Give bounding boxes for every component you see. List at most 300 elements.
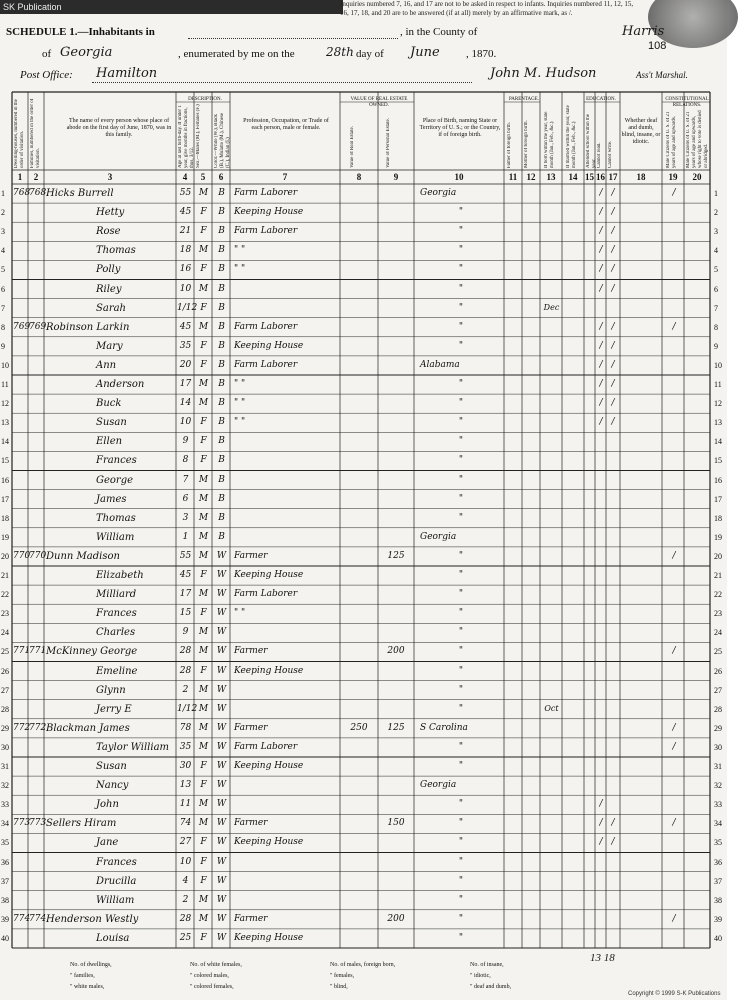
line-number-right: 10 xyxy=(714,360,722,370)
cannot-read-mark: / xyxy=(599,264,603,275)
person-age: 7 xyxy=(182,474,189,485)
person-color: W xyxy=(216,780,227,791)
person-sex: F xyxy=(200,932,207,943)
person-occupation: Farm Laborer xyxy=(234,188,298,198)
person-age: 35 xyxy=(179,340,192,351)
person-sex: M xyxy=(198,474,209,485)
line-number-right: 32 xyxy=(714,781,722,791)
personal-estate-value: 200 xyxy=(387,913,405,924)
person-color: B xyxy=(218,379,225,389)
real-estate-value: 250 xyxy=(350,722,368,733)
person-color: W xyxy=(216,550,227,561)
col-head-vote-denied: Male Citizens of U. S. of 21 years of age and upwards, whose right to vote is denied or abridged. xyxy=(686,110,709,168)
person-name: Frances xyxy=(96,455,137,467)
county-value: Harris xyxy=(622,24,665,39)
person-name: Taylor William xyxy=(96,741,170,753)
person-sex: F xyxy=(200,359,207,370)
col-head-family: Families, numbered in the order of visitation. xyxy=(30,98,41,168)
birthplace: " xyxy=(458,856,464,867)
person-sex: F xyxy=(200,340,207,351)
column-number: 4 xyxy=(182,172,188,182)
column-number: 17 xyxy=(608,172,618,182)
person-color: B xyxy=(218,512,225,523)
person-color: B xyxy=(218,245,225,256)
person-sex: M xyxy=(198,799,209,810)
person-sex: F xyxy=(200,875,207,886)
person-color: B xyxy=(218,340,225,351)
column-number: 13 xyxy=(546,172,556,182)
person-occupation: Keeping House xyxy=(234,837,304,848)
cannot-write-mark: / xyxy=(611,379,615,389)
birthplace: " xyxy=(458,379,464,389)
cannot-write-mark: / xyxy=(611,188,615,198)
person-sex: F xyxy=(200,302,207,313)
line-number-left: 20 xyxy=(1,551,9,561)
column-number: 9 xyxy=(393,172,399,182)
person-color: W xyxy=(216,741,227,752)
person-age: 10 xyxy=(179,417,192,428)
person-name: Hicks Burrell xyxy=(46,188,114,199)
birthplace: " xyxy=(458,741,464,752)
birthplace: " xyxy=(458,589,464,600)
person-age: 27 xyxy=(179,837,192,848)
person-name: Drucilla xyxy=(96,875,137,887)
person-age: 35 xyxy=(179,741,192,752)
month-value: June xyxy=(410,45,440,60)
person-color: W xyxy=(216,761,227,771)
line-number-left: 26 xyxy=(1,666,9,676)
person-color: W xyxy=(216,875,227,886)
person-age: 17 xyxy=(179,379,192,389)
column-number: 6 xyxy=(218,172,224,182)
person-name: Elizabeth xyxy=(96,570,144,581)
birthplace: " xyxy=(458,761,464,771)
line-number-right: 15 xyxy=(714,456,722,466)
citizen-mark: / xyxy=(672,913,676,924)
person-name: Dunn Madison xyxy=(46,550,120,562)
line-number-left: 34 xyxy=(1,819,9,829)
person-name: Charles xyxy=(96,627,136,639)
person-color: W xyxy=(216,703,227,714)
person-name: Mary xyxy=(96,340,123,352)
birthplace: " xyxy=(458,340,464,351)
person-age: 3 xyxy=(182,512,189,523)
person-color: B xyxy=(218,417,225,428)
cannot-read-mark: / xyxy=(599,818,603,829)
line-number-right: 39 xyxy=(714,914,722,924)
line-number-right: 13 xyxy=(714,418,722,428)
person-occupation: Farmer xyxy=(234,550,268,561)
person-age: 21 xyxy=(179,226,192,237)
person-name: Sellers Hiram xyxy=(46,818,117,830)
day-value: 28th xyxy=(326,45,354,59)
line-number-right: 38 xyxy=(714,895,722,905)
person-color: W xyxy=(216,818,227,829)
col-head-father-foreign: Father of foreign birth. xyxy=(507,122,512,168)
line-number-left: 10 xyxy=(1,360,9,370)
footer-foreign-females: " females, xyxy=(330,973,355,979)
line-number-right: 19 xyxy=(714,532,722,542)
birthplace: " xyxy=(458,932,464,943)
cannot-read-mark: / xyxy=(599,340,603,351)
line-number-right: 21 xyxy=(714,571,722,580)
person-name: Buck xyxy=(96,398,122,410)
birthplace: " xyxy=(458,245,464,256)
person-sex: F xyxy=(200,264,207,275)
line-number-left: 15 xyxy=(1,456,9,466)
person-color: W xyxy=(216,684,227,695)
col-head-sex: Sex.—Males (M.), Females (F.) xyxy=(196,104,201,168)
person-name: Robinson Larkin xyxy=(46,321,130,333)
person-occupation: Farm Laborer xyxy=(234,589,298,600)
person-sex: M xyxy=(198,493,209,504)
citizen-mark: / xyxy=(672,321,676,332)
person-occupation: Farm Laborer xyxy=(234,226,298,237)
line-number-right: 28 xyxy=(714,704,722,714)
birthplace: " xyxy=(458,474,464,485)
family-number: 769 xyxy=(29,321,47,332)
line-number-right: 18 xyxy=(714,513,722,523)
person-name: Emeline xyxy=(96,665,138,677)
line-number-right: 29 xyxy=(714,723,722,733)
person-sex: M xyxy=(198,684,209,695)
person-age: 10 xyxy=(179,856,192,867)
person-sex: M xyxy=(198,245,209,256)
person-occupation: Farmer xyxy=(234,818,268,829)
person-color: W xyxy=(216,837,227,848)
person-sex: F xyxy=(200,417,207,428)
col-head-mother-foreign: Mother of foreign birth. xyxy=(524,120,529,168)
year-label: , 1870. xyxy=(466,48,497,60)
person-color: B xyxy=(218,531,225,542)
birthplace: " xyxy=(458,818,464,829)
line-number-right: 31 xyxy=(714,762,722,771)
col-head-cannot-write: Cannot write. xyxy=(608,140,613,168)
post-office-value: Hamilton xyxy=(96,66,158,81)
person-sex: F xyxy=(200,455,207,466)
cannot-read-mark: / xyxy=(599,398,603,409)
line-number-right: 26 xyxy=(714,666,722,676)
person-color: B xyxy=(218,283,225,294)
of-label: of xyxy=(42,48,52,60)
line-number-right: 36 xyxy=(714,857,722,867)
column-number: 8 xyxy=(356,172,362,182)
col-head-real-estate: VALUE OF REAL ESTATE OWNED. xyxy=(350,97,408,108)
col-head-description: DESCRIPTION. xyxy=(188,97,222,102)
person-name: Frances xyxy=(96,856,137,868)
person-occupation: " " xyxy=(234,245,246,256)
person-sex: F xyxy=(200,665,207,676)
footer-tally: 13 18 xyxy=(590,952,615,964)
cannot-write-mark: / xyxy=(611,264,615,275)
line-number-left: 22 xyxy=(1,590,9,600)
person-age: 1/12 xyxy=(177,703,198,714)
col-head-name: The name of every person whose place of abode on the first day of June, 1870, was in this family. xyxy=(66,118,172,138)
line-number-right: 22 xyxy=(714,590,722,600)
birthplace: " xyxy=(458,226,464,237)
birthplace: " xyxy=(458,875,464,886)
col-head-school: Attended school within the year. xyxy=(586,113,597,168)
col-head-color: Color.—White (W.), Black (B.), Mulatto (M.), Chinese (C.), Indian (I.) xyxy=(214,112,231,168)
person-color: B xyxy=(218,359,225,370)
person-sex: M xyxy=(198,627,209,638)
person-name: Louisa xyxy=(96,932,130,944)
line-number-right: 5 xyxy=(714,265,718,275)
person-age: 18 xyxy=(179,245,192,256)
enumerated-label: , enumerated by me on the xyxy=(178,48,295,60)
birthplace: " xyxy=(458,550,464,561)
person-sex: F xyxy=(200,837,207,848)
column-number: 1 xyxy=(17,172,23,182)
dwelling-number: 772 xyxy=(13,722,31,733)
person-age: 55 xyxy=(179,188,192,198)
person-age: 25 xyxy=(179,932,192,943)
person-color: W xyxy=(216,894,227,905)
person-age: 10 xyxy=(179,283,192,294)
person-age: 8 xyxy=(182,455,189,466)
person-color: W xyxy=(216,932,227,943)
person-name: Milliard xyxy=(96,589,137,601)
person-age: 45 xyxy=(179,321,192,332)
publisher-banner: SK Publication xyxy=(0,0,343,14)
day-of-label: day of xyxy=(356,48,384,60)
person-age: 9 xyxy=(182,627,189,638)
person-color: B xyxy=(218,398,225,409)
cannot-write-mark: / xyxy=(611,398,615,409)
line-number-right: 20 xyxy=(714,551,722,561)
line-number-left: 23 xyxy=(1,609,9,619)
person-occupation: Farm Laborer xyxy=(234,321,298,332)
footer-blind: " blind, xyxy=(330,984,348,990)
person-sex: F xyxy=(200,761,207,771)
post-office-label: Post Office: xyxy=(20,69,73,81)
person-occupation: " " xyxy=(234,264,246,275)
person-sex: M xyxy=(198,321,209,332)
line-number-right: 24 xyxy=(714,628,722,638)
line-number-left: 37 xyxy=(1,876,9,886)
citizen-mark: / xyxy=(672,741,676,752)
line-number-right: 3 xyxy=(714,227,718,237)
person-occupation: Farmer xyxy=(234,722,268,733)
person-color: W xyxy=(216,799,227,810)
line-number-left: 2 xyxy=(1,208,5,218)
footer-idiotic: " idiotic, xyxy=(470,973,491,979)
col-head-parentage: PARENTAGE. xyxy=(508,97,540,102)
line-number-left: 35 xyxy=(1,838,9,848)
column-number: 7 xyxy=(282,172,288,182)
instruction-note: Inquiries numbered 7, 16, and 17 are not to be asked in respect to infants. Inquiries numbered 11, 12, 15, 16, 17, 18, and 20 are to be answered (if at all) merely by an affirmative mark, as /. xyxy=(340,0,634,17)
person-sex: M xyxy=(198,283,209,294)
line-number-left: 40 xyxy=(1,933,9,943)
sheet-number: 108 xyxy=(648,40,667,52)
person-sex: M xyxy=(198,589,209,600)
person-name: Polly xyxy=(96,264,121,276)
col-head-married-month: If married within the year, state month (Jan., Feb., &c.) xyxy=(566,105,577,168)
cannot-read-mark: / xyxy=(599,321,603,332)
person-name: Hetty xyxy=(96,207,125,219)
birthplace: " xyxy=(458,703,464,714)
person-name: James xyxy=(96,493,127,505)
dwelling-number: 774 xyxy=(13,913,31,924)
birthplace: " xyxy=(458,837,464,848)
footer-families: " families, xyxy=(70,973,95,979)
column-number: 10 xyxy=(454,172,464,182)
line-number-right: 30 xyxy=(714,742,722,752)
line-number-left: 4 xyxy=(1,246,5,256)
person-name: Susan xyxy=(96,761,127,772)
person-occupation: Farm Laborer xyxy=(234,359,298,370)
column-number: 3 xyxy=(107,172,113,182)
line-number-right: 37 xyxy=(714,876,722,886)
marshal-title: Ass't Marshal. xyxy=(636,70,688,80)
person-age: 2 xyxy=(182,894,189,905)
column-number: 15 xyxy=(585,172,594,182)
person-sex: F xyxy=(200,226,207,237)
copyright-notice: Copyright © 1999 S-K Publications xyxy=(628,991,721,997)
col-head-cannot-read: Cannot read. xyxy=(597,142,602,168)
person-sex: M xyxy=(198,646,209,657)
person-color: W xyxy=(216,913,227,924)
person-sex: M xyxy=(198,741,209,752)
person-age: 28 xyxy=(179,913,192,924)
footer-colored-females: " colored females, xyxy=(190,984,234,990)
person-name: Glynn xyxy=(96,684,126,696)
person-age: 28 xyxy=(179,646,192,657)
person-color: B xyxy=(218,226,225,237)
person-occupation: Farm Laborer xyxy=(234,741,298,752)
person-occupation: Keeping House xyxy=(234,207,304,218)
line-number-left: 8 xyxy=(1,322,5,332)
birthplace: " xyxy=(458,455,464,466)
person-name: Ann xyxy=(96,359,117,371)
person-sex: M xyxy=(198,379,209,389)
family-number: 774 xyxy=(29,913,47,924)
person-age: 78 xyxy=(179,722,192,733)
birthplace: " xyxy=(458,264,464,275)
footer-insane: No. of insane, xyxy=(470,962,504,968)
birthplace: " xyxy=(458,894,464,905)
line-number-right: 16 xyxy=(714,475,722,485)
column-number: 16 xyxy=(596,172,605,182)
person-sex: M xyxy=(198,913,209,924)
person-occupation: Farmer xyxy=(234,646,268,657)
line-number-left: 38 xyxy=(1,895,9,905)
column-number: 12 xyxy=(526,172,536,182)
person-sex: F xyxy=(200,608,207,619)
line-number-left: 31 xyxy=(1,762,9,771)
cannot-read-mark: / xyxy=(599,837,603,848)
person-color: W xyxy=(216,627,227,638)
family-number: 770 xyxy=(29,550,47,561)
col-head-real-value: Value of Real Estate. xyxy=(350,126,355,168)
line-number-left: 13 xyxy=(1,418,9,428)
birthplace: " xyxy=(458,684,464,695)
person-age: 14 xyxy=(179,398,192,409)
cannot-read-mark: / xyxy=(599,417,603,428)
person-sex: M xyxy=(198,188,209,198)
line-number-left: 7 xyxy=(1,303,5,313)
line-number-left: 25 xyxy=(1,647,9,657)
line-number-right: 33 xyxy=(714,800,722,810)
person-occupation: Keeping House xyxy=(234,761,304,771)
line-number-right: 23 xyxy=(714,609,722,619)
person-occupation: Farmer xyxy=(234,913,268,924)
line-number-right: 12 xyxy=(714,399,722,409)
birthplace: " xyxy=(458,646,464,657)
person-occupation: " " xyxy=(234,398,246,409)
line-number-right: 6 xyxy=(714,284,718,294)
cannot-read-mark: / xyxy=(599,799,603,810)
state-value: Georgia xyxy=(60,45,113,60)
person-occupation: " " xyxy=(234,608,246,619)
column-number: 5 xyxy=(200,172,206,182)
footer-dwellings: No. of dwellings, xyxy=(70,962,112,968)
birthplace: " xyxy=(458,302,464,313)
person-name: Henderson Westly xyxy=(46,913,139,925)
schedule-label: SCHEDULE 1.—Inhabitants in xyxy=(6,26,155,38)
line-number-left: 16 xyxy=(1,475,9,485)
personal-estate-value: 200 xyxy=(387,646,405,657)
person-sex: F xyxy=(200,780,207,791)
line-number-left: 1 xyxy=(1,189,5,198)
line-number-right: 8 xyxy=(714,322,718,332)
birthplace: " xyxy=(458,799,464,810)
person-name: Rose xyxy=(96,226,121,238)
line-number-left: 3 xyxy=(1,227,5,237)
cannot-write-mark: / xyxy=(611,417,615,428)
col-head-born-month: If born within the year, state month (Jan., Feb., &c.) xyxy=(544,111,555,168)
col-head-personal-value: Value of Personal Estate. xyxy=(386,118,391,168)
person-sex: F xyxy=(200,436,207,447)
cannot-write-mark: / xyxy=(611,359,615,370)
person-name: Thomas xyxy=(96,245,136,257)
person-name: William xyxy=(96,894,135,906)
person-age: 16 xyxy=(179,264,192,275)
dwelling-number: 769 xyxy=(13,321,31,332)
cannot-write-mark: / xyxy=(611,283,615,294)
column-number: 20 xyxy=(692,172,702,182)
birthplace: " xyxy=(458,913,464,924)
line-number-left: 36 xyxy=(1,857,9,867)
cannot-write-mark: / xyxy=(611,818,615,829)
line-number-left: 17 xyxy=(1,494,9,504)
family-number: 773 xyxy=(29,818,47,829)
person-name: Ellen xyxy=(96,436,123,448)
birthplace: " xyxy=(458,321,464,332)
person-sex: M xyxy=(198,722,209,733)
person-name: John xyxy=(96,799,119,811)
person-name: Blackman James xyxy=(46,722,130,734)
citizen-mark: / xyxy=(672,818,676,829)
line-number-left: 9 xyxy=(1,341,5,351)
birthplace: Georgia xyxy=(420,531,457,542)
dwelling-number: 768 xyxy=(13,188,31,198)
person-color: W xyxy=(216,608,227,619)
person-color: B xyxy=(218,455,225,466)
person-name: William xyxy=(96,531,135,543)
person-age: 1 xyxy=(182,531,189,542)
person-age: 45 xyxy=(179,207,192,218)
person-age: 17 xyxy=(179,589,192,600)
line-number-left: 14 xyxy=(1,437,9,447)
person-name: Sarah xyxy=(96,302,126,314)
person-color: B xyxy=(218,188,225,198)
person-color: B xyxy=(218,474,225,485)
cannot-read-mark: / xyxy=(599,283,603,294)
birthplace: Alabama xyxy=(420,359,460,370)
person-occupation: " " xyxy=(234,417,246,428)
county-label: , in the County of xyxy=(400,26,478,38)
